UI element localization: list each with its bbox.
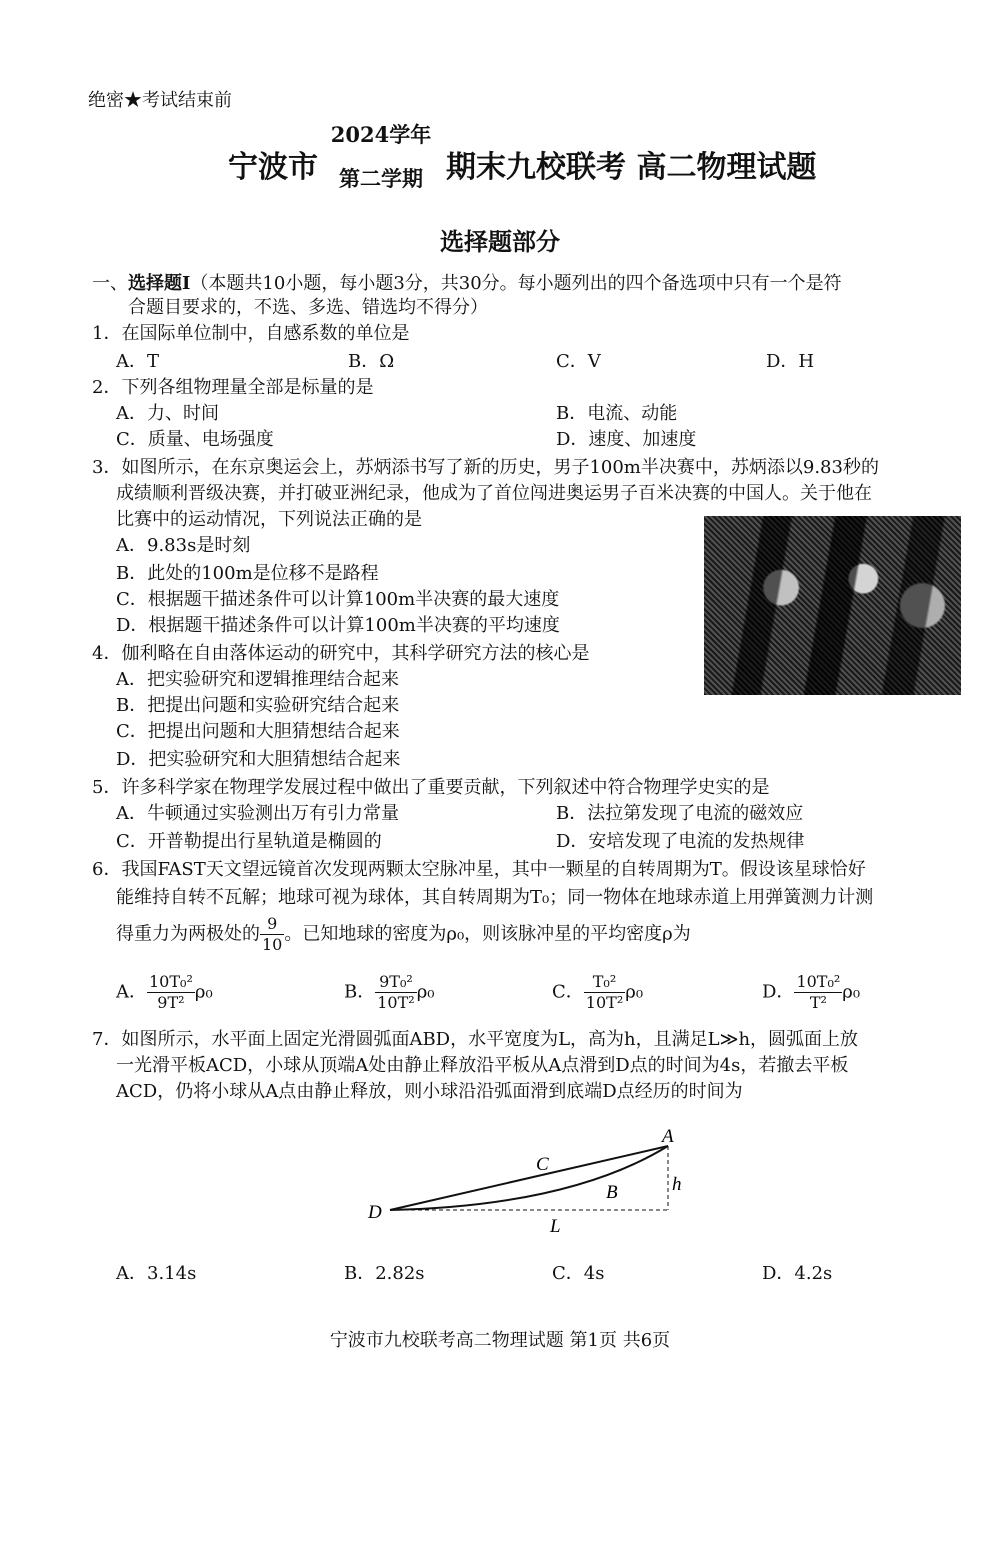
q5-stem: 5．许多科学家在物理学发展过程中做出了重要贡献，下列叙述中符合物理学史实的是	[92, 777, 770, 798]
part1-label: 一、	[92, 273, 128, 294]
q6-c-den: 10T²	[585, 993, 624, 1012]
label-b: B	[606, 1182, 618, 1203]
q6-line1: 6．我国FAST天文望远镜首次发现两颗太空脉冲星，其中一颗星的自转周期为T。假设该星球恰好	[92, 859, 866, 880]
q6-b-rho: ρ₀	[416, 981, 435, 1003]
q1-option-c: C．V	[556, 351, 601, 372]
q7-line1: 7．如图所示，水平面上固定光滑圆弧面ABD，水平宽度为L，高为h，且满足L≫h，圆弧面上放	[92, 1029, 859, 1050]
q6-a-num: 10T₀²	[149, 972, 193, 991]
q4-option-d: D．把实验研究和大胆猜想结合起来	[116, 749, 401, 770]
q7-option-a: A．3.14s	[116, 1263, 197, 1284]
q6-a-den: 9T²	[157, 993, 185, 1012]
q6-line2: 能维持自转不瓦解；地球可视为球体，其自转周期为T₀；同一物体在地球赤道上用弹簧测力计测	[116, 887, 874, 908]
label-d: D	[368, 1202, 382, 1223]
q3-option-b: B．此处的100m是位移不是路程	[116, 563, 379, 584]
q6-b-label: B．	[344, 981, 376, 1003]
arc-incline-diagram	[360, 1118, 700, 1238]
q4-option-c: C．把提出问题和大胆猜想结合起来	[116, 721, 400, 742]
page-title: 期末九校联考 高二物理试题	[446, 150, 817, 185]
q7-line3: ACD，仍将小球从A点由静止释放，则小球沿沿弧面滑到底端D点经历的时间为	[116, 1081, 743, 1102]
q6-d-num: 10T₀²	[796, 972, 841, 991]
page-footer: 宁波市九校联考高二物理试题 第1页 共6页	[329, 1330, 671, 1351]
q3-option-c: C．根据题干描述条件可以计算100m半决赛的最大速度	[116, 589, 560, 610]
q6-c-label: C．	[552, 981, 584, 1003]
q1-option-d: D．H	[766, 351, 815, 372]
section-title: 选择题部分	[440, 227, 560, 256]
label-l: L	[550, 1216, 561, 1237]
label-c: C	[536, 1154, 549, 1175]
title-city: 宁波市	[228, 150, 318, 185]
sprint-race-photo	[704, 516, 961, 695]
q3-option-a: A．9.83s是时刻	[116, 535, 251, 556]
q6-option-b	[344, 972, 435, 1013]
q4-option-b: B．把提出问题和实验研究结合起来	[116, 695, 400, 716]
title-year: 2024学年	[330, 122, 432, 147]
q6-d-label: D．	[762, 981, 795, 1003]
q6-fraction	[260, 914, 284, 955]
q6-d-rho: ρ₀	[842, 981, 861, 1003]
confidential-label: 绝密★考试结束前	[88, 90, 232, 111]
q7-option-d: D．4.2s	[762, 1263, 833, 1284]
q6-line3-pre: 得重力为两极处的	[116, 923, 260, 945]
q6-c-num: T₀²	[584, 972, 625, 993]
q2-stem: 2．下列各组物理量全部是标量的是	[92, 377, 374, 398]
q6-option-d	[762, 972, 860, 1013]
title-term: 第二学期	[339, 166, 423, 191]
label-a: A	[662, 1126, 674, 1147]
q2-option-d: D．速度、加速度	[556, 429, 697, 450]
q1-stem: 1．在国际单位制中，自感系数的单位是	[92, 323, 410, 344]
q6-c-rho: ρ₀	[625, 981, 644, 1003]
q5-option-a: A．牛顿通过实验测出万有引力常量	[116, 803, 399, 824]
q3-line1: 3．如图所示，在东京奥运会上，苏炳添书写了新的历史，男子100m半决赛中，苏炳添以9.83秒的	[92, 457, 879, 478]
q6-a-rho: ρ₀	[194, 981, 213, 1003]
q5-option-b: B．法拉第发现了电流的磁效应	[556, 803, 804, 824]
q4-option-a: A．把实验研究和逻辑推理结合起来	[116, 669, 399, 690]
q7-line2: 一光滑平板ACD，小球从顶端A处由静止释放沿平板从A点滑到D点的时间为4s，若撤去平板	[116, 1055, 849, 1076]
q6-line3-post: 。已知地球的密度为ρ₀，则该脉冲星的平均密度ρ为	[284, 923, 691, 945]
q6-option-a	[116, 972, 213, 1013]
q5-option-c: C．开普勒提出行星轨道是椭圆的	[116, 831, 382, 852]
q2-option-a: A．力、时间	[116, 403, 219, 424]
q6-line3	[116, 914, 691, 955]
q2-option-b: B．电流、动能	[556, 403, 678, 424]
part1-line1: （本题共10小题，每小题3分，共30分。每小题列出的四个备选项中只有一个是符	[190, 273, 842, 294]
q1-option-a: A．T	[116, 351, 160, 372]
label-h: h	[672, 1174, 682, 1195]
q7-option-b: B．2.82s	[344, 1263, 425, 1284]
q6-frac-num: 9	[260, 914, 284, 935]
q6-d-den: T²	[809, 993, 827, 1012]
q2-option-c: C．质量、电场强度	[116, 429, 274, 450]
q6-option-c	[552, 972, 643, 1013]
q6-b-den: 10T²	[377, 993, 415, 1012]
part1-bold: 选择题Ⅰ	[128, 273, 191, 294]
q4-stem: 4．伽利略在自由落体运动的研究中，其科学研究方法的核心是	[92, 643, 590, 664]
q3-option-d: D．根据题干描述条件可以计算100m半决赛的平均速度	[116, 615, 560, 636]
q6-frac-den: 10	[262, 935, 283, 954]
q7-option-c: C．4s	[552, 1263, 605, 1284]
plank-acd	[390, 1146, 668, 1210]
q1-option-b: B．Ω	[348, 351, 395, 372]
q6-b-num: 9T₀²	[375, 972, 416, 993]
q3-line3: 比赛中的运动情况，下列说法正确的是	[116, 509, 422, 530]
part1-heading	[92, 272, 842, 296]
q5-option-d: D．安培发现了电流的发热规律	[556, 831, 805, 852]
part1-line2: 合题目要求的，不选、多选、错选均不得分）	[128, 297, 488, 318]
q6-a-label: A．	[116, 981, 147, 1003]
q3-line2: 成绩顺利晋级决赛，并打破亚洲纪录，他成为了首位闯进奥运男子百米决赛的中国人。关于他在	[116, 483, 872, 504]
